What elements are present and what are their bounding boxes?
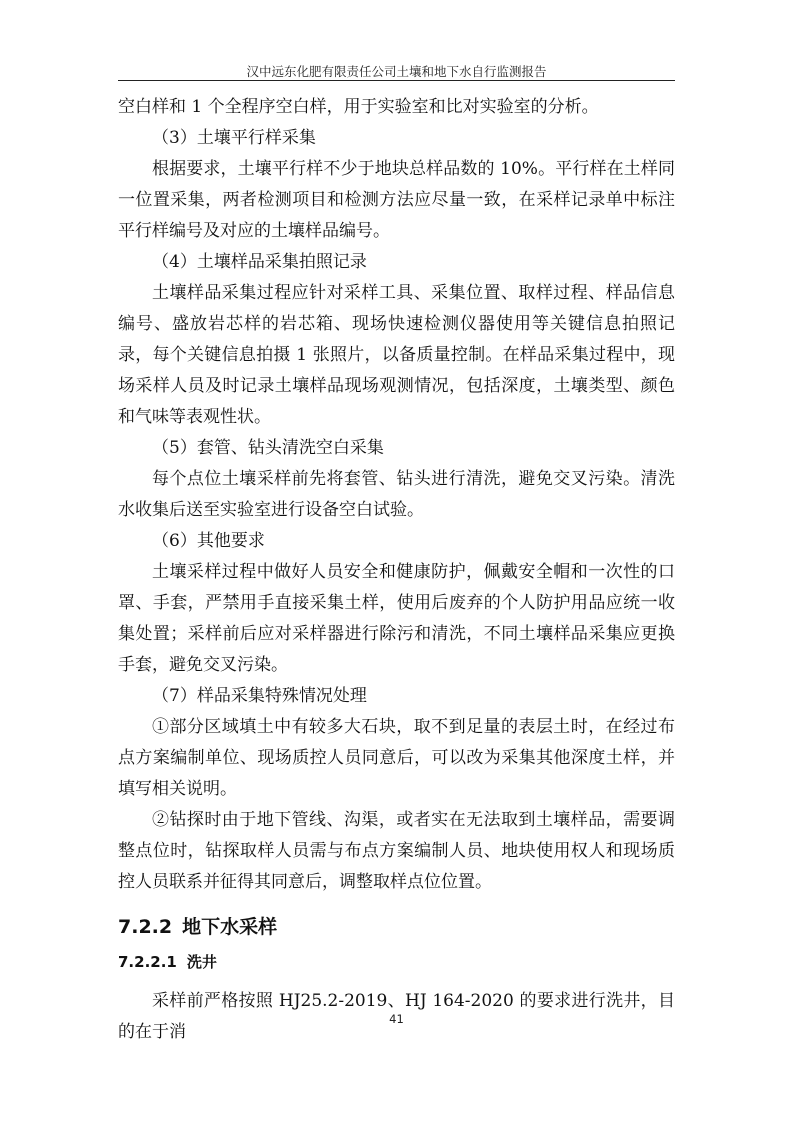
subsection-title: 洗井 [186, 953, 217, 971]
item-heading-photo-record: （4）土壤样品采集拍照记录 [152, 252, 367, 272]
paragraph-parallel-sample: 根据要求，土壤平行样不少于地块总样品数的 10%。平行样在土样同一位置采集，两者检测项目和检测方法应尽量一致，在采样记录单中标注平行样编号及对应的土壤样品编号。 [118, 159, 675, 241]
item-heading-other-requirements: （6）其他要求 [152, 531, 265, 551]
paragraph-well-washing: 采样前严格按照 HJ25.2-2019、HJ 164-2020 的要求进行洗井，目的在于消 [118, 991, 675, 1042]
section-heading [118, 914, 675, 940]
section-title: 地下水采样 [182, 916, 278, 938]
running-header: 汉中远东化肥有限责任公司土壤和地下水自行监测报告 [246, 64, 547, 79]
item-heading-parallel-sample: （3）土壤平行样采集 [152, 128, 316, 148]
subsection-number: 7.2.2.1 [118, 953, 177, 971]
item-heading-blank-sample: （5）套管、钻头清洗空白采集 [152, 438, 384, 458]
paragraph-special-case-2: ②钻探时由于地下管线、沟渠，或者实在无法取到土壤样品，需要调整点位时，钻探取样人员需与布点方案编制人员、地块使用权人和现场质控人员联系并征得其同意后，调整取样点位位置。 [118, 810, 675, 892]
paragraph-photo-record: 土壤样品采集过程应针对采样工具、采集位置、取样过程、样品信息编号、盛放岩芯样的岩芯箱、现场快速检测仪器使用等关键信息拍照记录，每个关键信息拍摄 1 张照片，以备质量控制。在样品采集过程中，现场采样人员及时记录土壤样品现场观测情况，包括深度，土壤类型、颜色和气味等表观性状。 [118, 283, 675, 427]
subsection-heading [118, 950, 675, 974]
paragraph-blank-sample: 每个点位土壤采样前先将套管、钻头进行清洗，避免交叉污染。清洗水收集后送至实验室进行设备空白试验。 [118, 469, 675, 520]
item-heading-special-cases: （7）样品采集特殊情况处理 [152, 686, 367, 706]
header-divider [118, 80, 675, 81]
page-body [118, 92, 675, 1048]
paragraph-continuation: 空白样和 1 个全程序空白样，用于实验室和比对实验室的分析。 [118, 97, 599, 117]
section-number: 7.2.2 [118, 916, 173, 938]
page-number: 41 [389, 1012, 404, 1026]
paragraph-special-case-1: ①部分区域填土中有较多大石块，取不到足量的表层土时，在经过布点方案编制单位、现场质控人员同意后，可以改为采集其他深度土样，并填写相关说明。 [118, 717, 675, 799]
paragraph-other-requirements: 土壤采样过程中做好人员安全和健康防护，佩戴安全帽和一次性的口罩、手套，严禁用手直接采集土样，使用后废弃的个人防护用品应统一收集处置；采样前后应对采样器进行除污和清洗，不同土壤样品采集应更换手套，避免交叉污染。 [118, 562, 675, 675]
